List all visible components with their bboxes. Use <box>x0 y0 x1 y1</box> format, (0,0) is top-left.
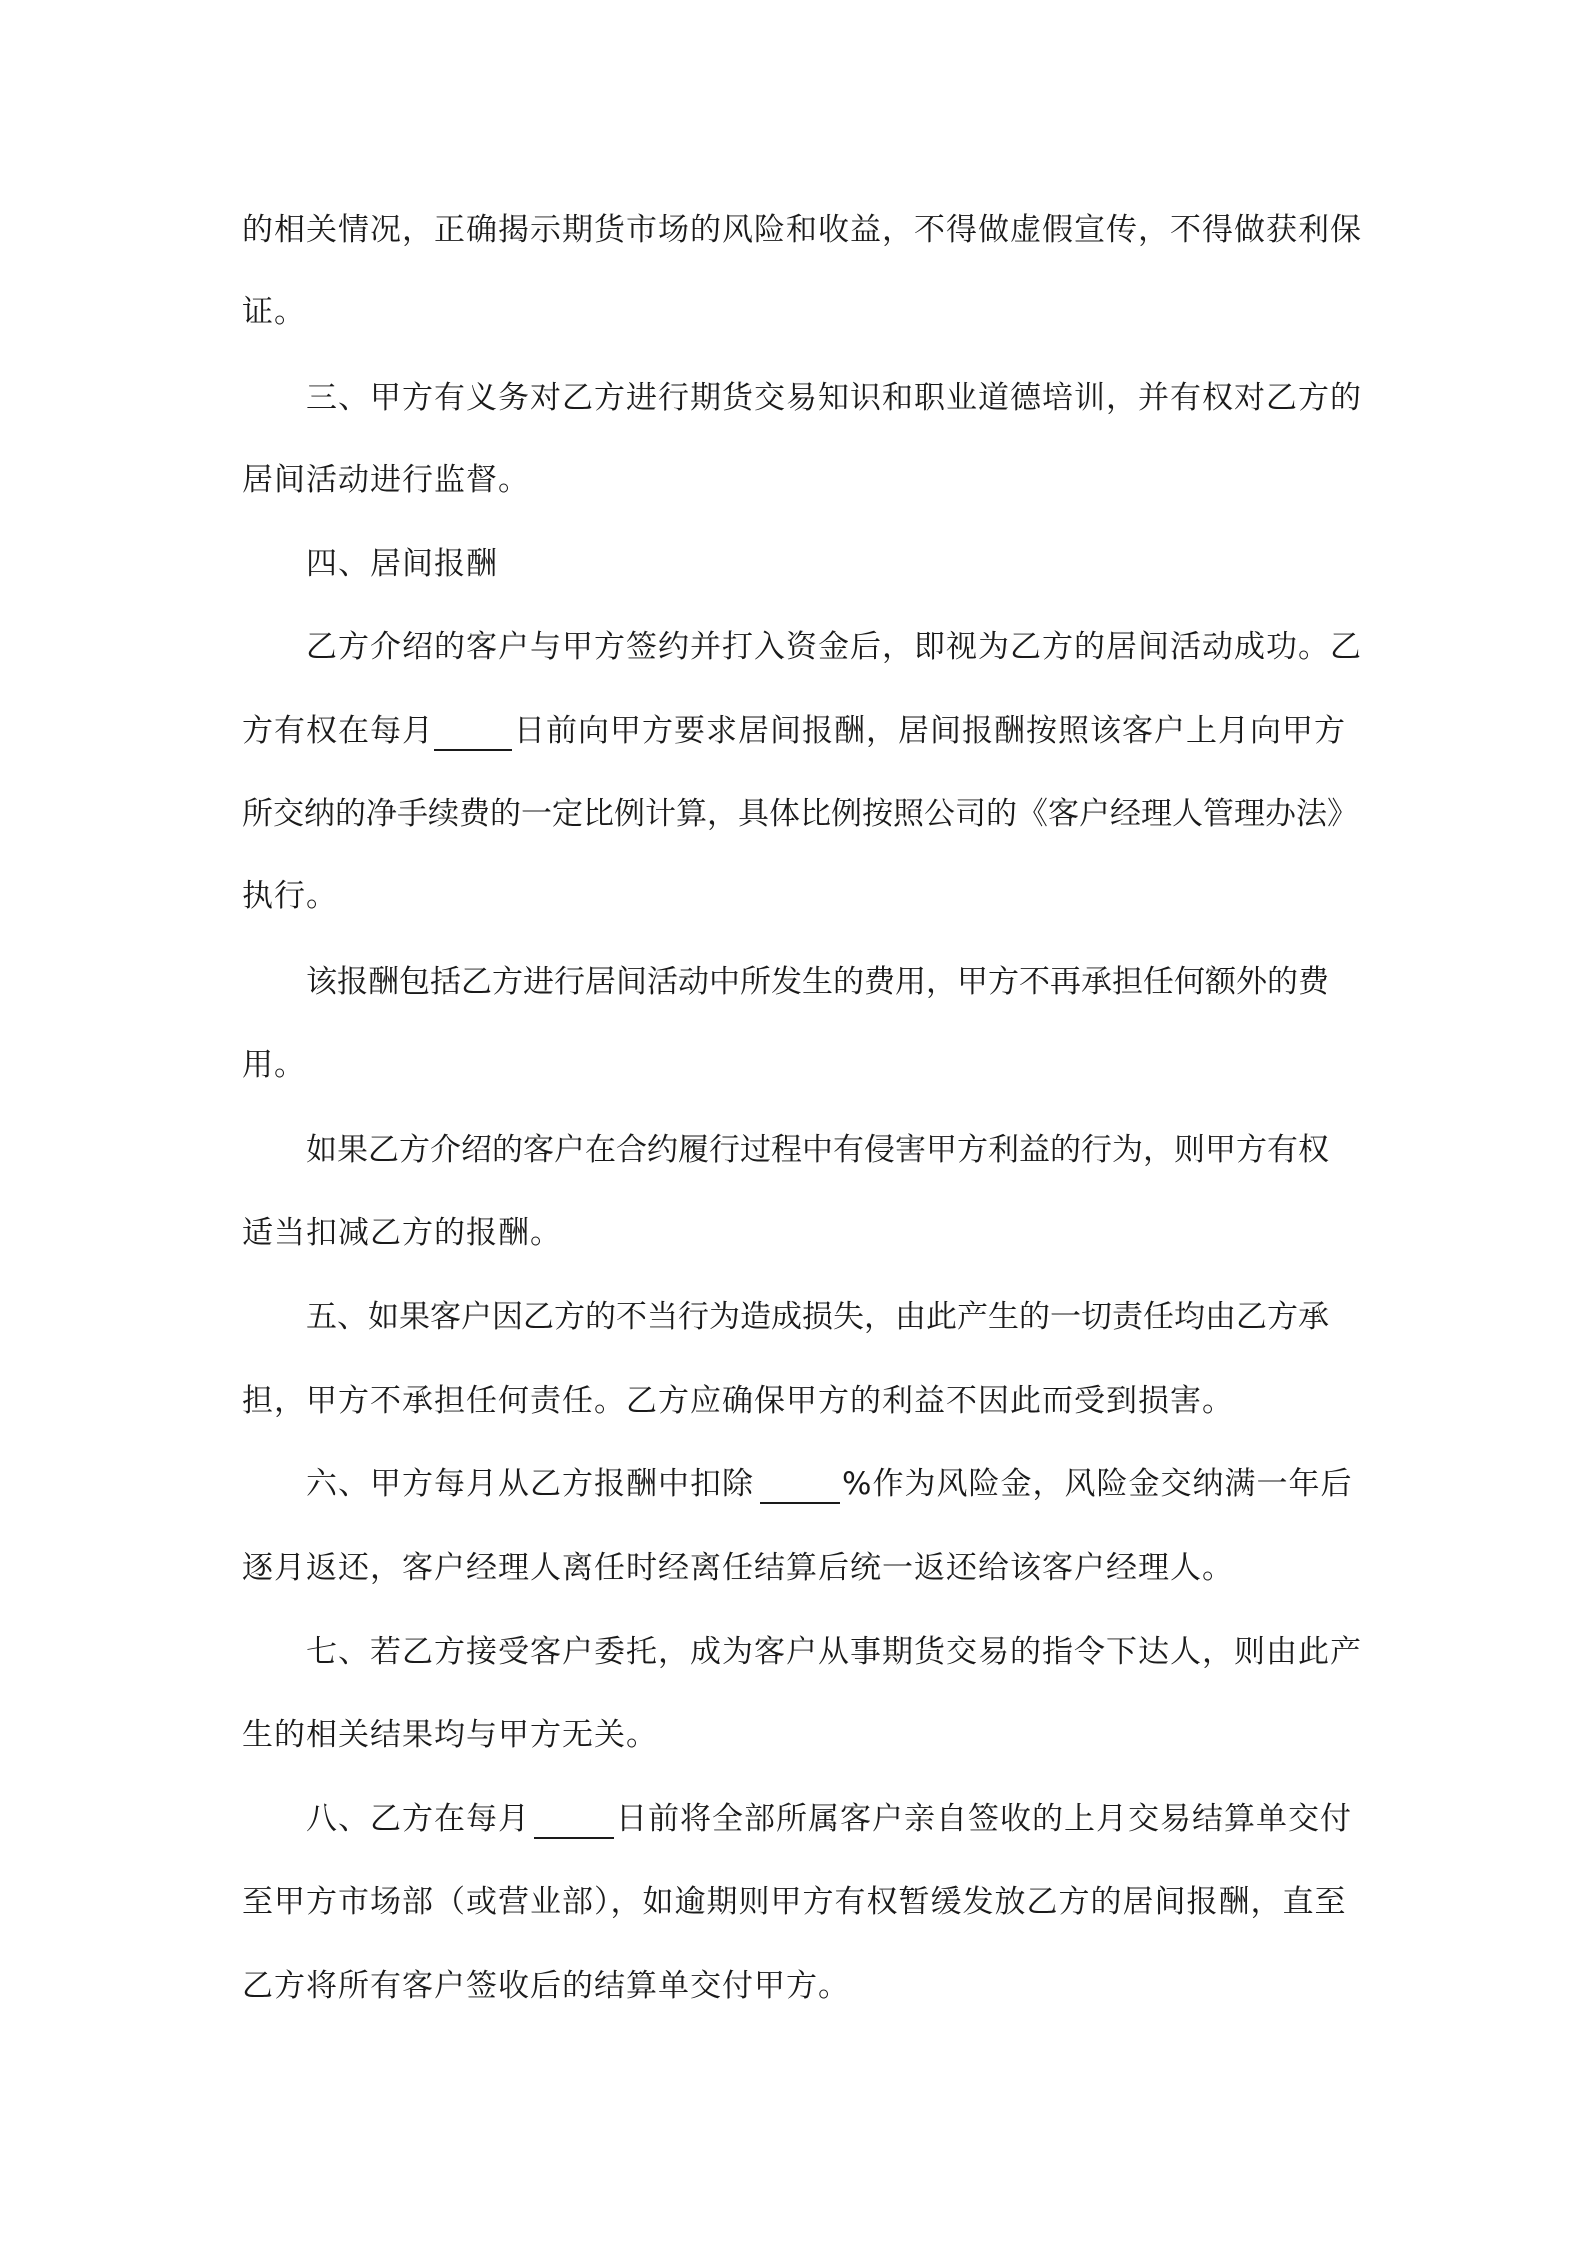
section-heading <box>0 534 1586 594</box>
text-line <box>0 368 1586 428</box>
line-text: 日前向甲方要求居间报酬，居间报酬按照该客户上月向甲方 <box>514 713 1346 749</box>
line-text: 如果乙方介绍的客户在合约履行过程中有侵害甲方利益的行为，则甲方有权 <box>306 1132 1329 1168</box>
line-text: 乙方介绍的客户与甲方签约并打入资金后，即视为乙方的居间活动成功。乙 <box>306 629 1362 665</box>
line-text: 证。 <box>242 294 306 330</box>
line-text: 适当扣减乙方的报酬。 <box>242 1215 562 1251</box>
fill-blank <box>434 717 512 751</box>
text-line <box>0 1622 1586 1682</box>
line-text: 至甲方市场部（或营业部），如逾期则甲方有权暂缓发放乙方的居间报酬，直至 <box>242 1884 1347 1920</box>
line-text: 居间活动进行监督。 <box>242 462 530 498</box>
line-text: 该报酬包括乙方进行居间活动中所发生的费用，甲方不再承担任何额外的费 <box>306 964 1329 1000</box>
text-line <box>0 1872 1586 1932</box>
text-line <box>0 1287 1586 1347</box>
line-text: 执行。 <box>242 878 338 914</box>
text-line <box>0 1454 1586 1514</box>
line-text: 六、甲方每月从乙方报酬中扣除 <box>306 1466 754 1502</box>
line-text: 七、若乙方接受客户委托，成为客户从事期货交易的指令下达人，则由此产 <box>306 1634 1362 1670</box>
line-text: 日前将全部所属客户亲自签收的上月交易结算单交付 <box>616 1801 1352 1837</box>
text-line <box>0 282 1586 342</box>
text-line <box>0 952 1586 1012</box>
text-line <box>0 1705 1586 1765</box>
text-line <box>0 784 1586 844</box>
text-line <box>0 1371 1586 1431</box>
text-line <box>0 1956 1586 2016</box>
fill-blank <box>760 1470 840 1504</box>
text-line <box>0 450 1586 510</box>
line-text: 乙方将所有客户签收后的结算单交付甲方。 <box>242 1968 850 2004</box>
line-text: 的相关情况，正确揭示期货市场的风险和收益，不得做虚假宣传，不得做获利保 <box>242 212 1362 248</box>
line-text: 用。 <box>242 1047 306 1083</box>
line-text: 八、乙方在每月 <box>306 1801 530 1837</box>
line-text: 所交纳的净手续费的一定比例计算，具体比例按照公司的《客户经理人管理办法》 <box>242 796 1358 832</box>
line-text: 三、甲方有义务对乙方进行期货交易知识和职业道德培训，并有权对乙方的 <box>306 380 1362 416</box>
line-text: 五、如果客户因乙方的不当行为造成损失，由此产生的一切责任均由乙方承 <box>306 1299 1329 1335</box>
text-line <box>0 1538 1586 1598</box>
text-line <box>0 1789 1586 1849</box>
text-line <box>0 200 1586 260</box>
text-line <box>0 617 1586 677</box>
fill-blank <box>534 1805 614 1839</box>
text-line <box>0 866 1586 926</box>
text-line <box>0 1203 1586 1263</box>
text-line <box>0 701 1586 761</box>
line-text: 担，甲方不承担任何责任。乙方应确保甲方的利益不因此而受到损害。 <box>242 1383 1234 1419</box>
text-line <box>0 1120 1586 1180</box>
line-text: 方有权在每月 <box>242 713 434 749</box>
line-text: %作为风险金，风险金交纳满一年后 <box>842 1466 1353 1502</box>
text-line <box>0 1035 1586 1095</box>
line-text: 生的相关结果均与甲方无关。 <box>242 1717 658 1753</box>
line-text: 逐月返还，客户经理人离任时经离任结算后统一返还给该客户经理人。 <box>242 1550 1234 1586</box>
line-text: 四、居间报酬 <box>306 546 498 582</box>
